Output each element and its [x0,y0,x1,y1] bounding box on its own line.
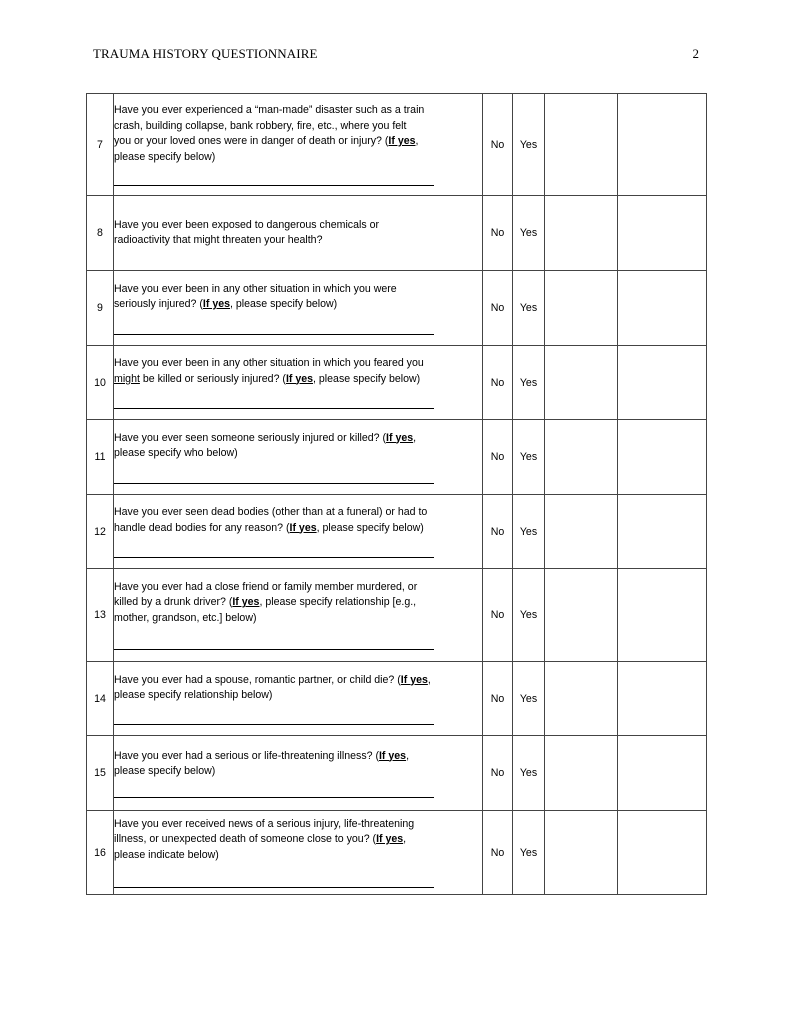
question-cell [114,94,483,196]
answer-yes-option[interactable]: Yes [513,94,545,196]
answer-yes-option[interactable]: Yes [513,811,545,895]
response-cell-a[interactable] [545,196,618,271]
question-text-end: , please specify below) [313,372,421,385]
page-number: 2 [692,46,699,61]
question-text-main: Have you ever seen someone seriously injured or killed? ( [114,431,387,444]
question-row-9 [87,271,707,346]
question-number: 13 [87,569,114,662]
if-yes-label: If yes [378,749,407,762]
answer-yes-option[interactable]: Yes [513,495,545,569]
question-cell [114,420,483,495]
if-yes-label: If yes [388,135,416,147]
question-cell [114,346,483,420]
question-text [114,818,414,861]
question-text-main: Have you ever been in any other situation in which you feared you [114,357,424,369]
question-cell [114,811,483,895]
question-text-end: , please specify who below) [114,431,417,459]
emphasized-word: might [114,372,140,385]
question-number: 9 [87,271,114,346]
document-title: TRAUMA HISTORY QUESTIONNAIRE [93,46,318,61]
question-number: 12 [87,495,114,569]
response-cell-a[interactable] [545,94,618,196]
question-text-main: Have you ever seen dead bodies (other than at a funeral) or had to handle dead bodies for any reason? ( [114,506,428,534]
question-text-main: Have you ever had a serious or life-threatening illness? ( [114,749,379,762]
answer-yes-option[interactable]: Yes [513,196,545,271]
response-cell-b[interactable] [618,196,707,271]
response-cell-b[interactable] [618,94,707,196]
question-number: 8 [87,196,114,271]
answer-yes-option[interactable]: Yes [513,736,545,811]
specify-blank-line[interactable] [114,483,434,484]
question-number: 10 [87,346,114,420]
specify-blank-line[interactable] [114,334,434,335]
question-cell [114,569,483,662]
answer-yes-option[interactable]: Yes [513,346,545,420]
if-yes-label: If yes [232,596,260,609]
response-cell-b[interactable] [618,495,707,569]
question-text-main: Have you ever had a close friend or family member murdered, or killed by a drunk driver? ( [114,580,418,609]
if-yes-label: If yes [202,298,231,310]
question-row-14 [87,662,707,736]
response-cell-a[interactable] [545,811,618,895]
question-row-10 [87,346,707,420]
question-text-end: , please indicate below) [114,833,407,861]
question-cell [114,736,483,811]
question-number: 14 [87,662,114,736]
response-cell-a[interactable] [545,569,618,662]
response-cell-a[interactable] [545,271,618,346]
answer-no-option[interactable]: No [483,420,513,495]
response-cell-a[interactable] [545,420,618,495]
answer-no-option[interactable]: No [483,346,513,420]
question-number: 7 [87,94,114,196]
response-cell-a[interactable] [545,736,618,811]
question-text [114,357,424,385]
question-cell [114,271,483,346]
questionnaire-table [86,93,707,895]
question-row-13 [87,569,707,662]
specify-blank-line[interactable] [114,724,434,725]
question-text [114,506,427,534]
specify-blank-line[interactable] [114,557,434,558]
response-cell-b[interactable] [618,346,707,420]
question-row-8 [87,196,707,271]
question-text-end: , please specify relationship below) [114,673,431,701]
question-number: 16 [87,811,114,895]
question-text-end: , please specify relationship [e.g., mother, grandson, etc.] below) [114,596,417,624]
question-row-12 [87,495,707,569]
question-text [114,283,397,311]
response-cell-b[interactable] [618,662,707,736]
question-text-main: Have you ever been exposed to dangerous chemicals or radioactivity that might threaten your health? [114,218,380,246]
question-cell [114,196,483,271]
response-cell-b[interactable] [618,736,707,811]
answer-no-option[interactable]: No [483,94,513,196]
question-text-main: Have you ever had a spouse, romantic partner, or child die? ( [114,673,401,686]
question-text-end: , please specify below) [114,749,410,777]
question-text-main: Have you ever been in any other situation in which you were seriously injured? ( [114,282,397,310]
question-number: 15 [87,736,114,811]
question-number: 11 [87,420,114,495]
question-row-11 [87,420,707,495]
answer-no-option[interactable]: No [483,811,513,895]
question-text [114,104,424,163]
answer-yes-option[interactable]: Yes [513,420,545,495]
response-cell-a[interactable] [545,346,618,420]
question-cell [114,495,483,569]
response-cell-a[interactable] [545,495,618,569]
question-text [114,674,431,702]
answer-yes-option[interactable]: Yes [513,271,545,346]
question-text-cont: be killed or seriously injured? ( [139,372,286,385]
question-text [114,750,409,778]
question-text-end: , please specify below) [230,298,338,310]
answer-no-option[interactable]: No [483,196,513,271]
answer-yes-option[interactable]: Yes [513,569,545,662]
specify-blank-line[interactable] [114,797,434,798]
answer-yes-option[interactable]: Yes [513,662,545,736]
question-row-7 [87,94,707,196]
specify-blank-line[interactable] [114,408,434,409]
specify-blank-line[interactable] [114,887,434,888]
specify-blank-line[interactable] [114,185,434,186]
question-row-16 [87,811,707,895]
answer-no-option[interactable]: No [483,569,513,662]
question-text [114,581,417,624]
answer-no-option[interactable]: No [483,736,513,811]
question-text [114,219,379,247]
response-cell-a[interactable] [545,662,618,736]
question-text-end: , please specify below) [316,521,424,534]
if-yes-label: If yes [386,431,414,444]
answer-no-option[interactable]: No [483,271,513,346]
question-text [114,432,416,460]
answer-no-option[interactable]: No [483,662,513,736]
question-row-15 [87,736,707,811]
response-cell-b[interactable] [618,271,707,346]
response-cell-b[interactable] [618,811,707,895]
if-yes-label: If yes [285,372,314,385]
answer-no-option[interactable]: No [483,495,513,569]
response-cell-b[interactable] [618,569,707,662]
question-text-main: Have you ever experienced a “man-made” disaster such as a train crash, building collapse, bank robbery, fire, etc., where you felt you or your loved ones were in danger of death or injury? ( [114,104,425,147]
if-yes-label: If yes [376,833,404,846]
response-cell-b[interactable] [618,420,707,495]
if-yes-label: If yes [400,673,428,686]
question-cell [114,662,483,736]
if-yes-label: If yes [289,521,317,534]
specify-blank-line[interactable] [114,649,434,650]
question-text-end: , please specify below) [114,135,419,163]
question-text-main: Have you ever received news of a serious injury, life-threatening illness, or unexpected death of someone close to you? ( [114,817,415,846]
